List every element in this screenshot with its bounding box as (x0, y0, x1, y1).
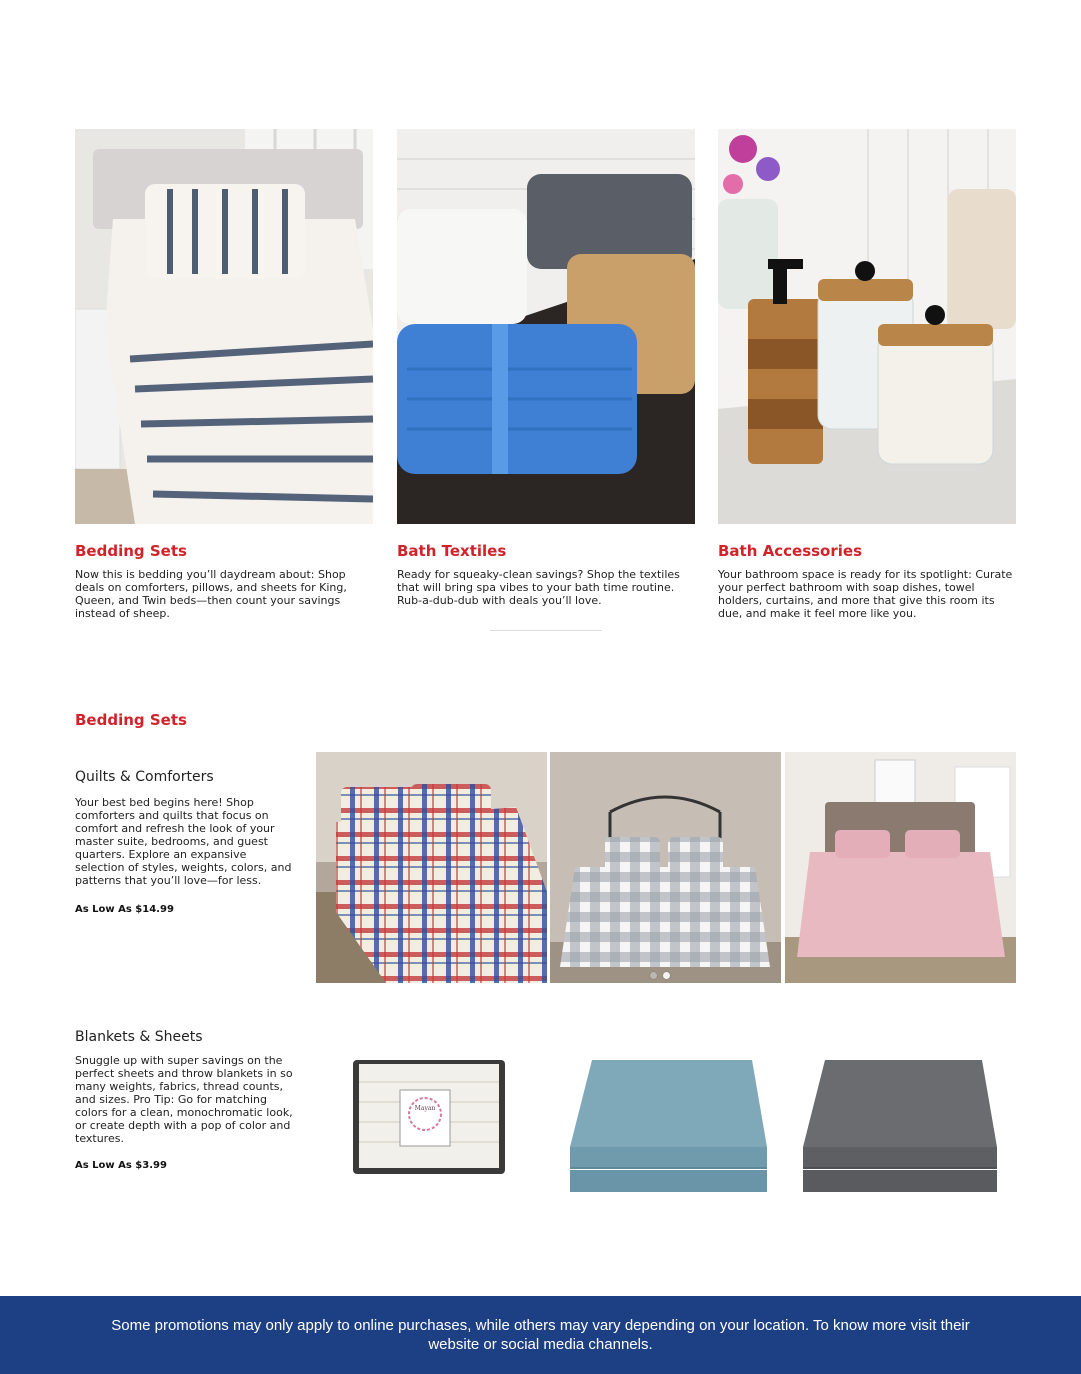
packaged-blanket-illustration (345, 1052, 515, 1182)
subsection-title-blankets-sheets: Blankets & Sheets (75, 1029, 203, 1045)
pink-quilt-illustration (785, 752, 1016, 983)
subsection-title-quilts-comforters: Quilts & Comforters (75, 769, 214, 785)
category-desc-bath-textiles: Ready for squeaky-clean savings? Shop the textiles that will bring spa vibes to your bath time routine. Rub-a-dub-dub with deals you’ll love. (397, 568, 680, 607)
gingham-comforter-illustration (550, 752, 781, 983)
category-title-bath-textiles[interactable]: Bath Textiles (397, 542, 507, 560)
category-title-bath-accessories[interactable]: Bath Accessories (718, 542, 862, 560)
product-image-gingham-comforter[interactable] (550, 752, 781, 983)
plaid-quilt-illustration (316, 752, 547, 983)
category-title-bedding-sets[interactable]: Bedding Sets (75, 542, 187, 560)
subsection-desc-blankets-sheets: Snuggle up with super savings on the perfect sheets and throw blankets in so many weights, fabrics, thread counts, and sizes. Pro Tip: Go for matching colors for a clean, monochromatic look, or create depth with a pop of color and textures. (75, 1054, 293, 1145)
product-image-blue-sheet[interactable] (562, 1052, 772, 1194)
carousel-dot-2[interactable] (663, 972, 670, 979)
folded-blue-sheet-illustration (562, 1052, 772, 1194)
product-image-packaged-blanket[interactable] (345, 1052, 515, 1182)
price-quilts-comforters: As Low As $14.99 (75, 904, 174, 915)
carousel-dots (650, 972, 682, 982)
bath-textiles-image[interactable] (397, 129, 695, 524)
section-divider (490, 630, 602, 631)
category-desc-bath-accessories: Your bathroom space is ready for its spotlight: Curate your perfect bathroom with soap dishes, towel holders, curtains, and more that give this room its due, and make it feel more like you. (718, 568, 1013, 620)
striped-bed-illustration (75, 129, 373, 524)
category-desc-bedding-sets: Now this is bedding you’ll daydream about: Shop deals on comforters, pillows, and sheets for King, Queen, and Twin beds—then count your savings instead of sheep. (75, 568, 347, 620)
carousel-dot-1[interactable] (650, 972, 657, 979)
product-image-gray-sheet[interactable] (797, 1052, 1002, 1194)
towel-stacks-illustration (397, 129, 695, 524)
bedding-sets-image[interactable] (75, 129, 373, 524)
section-title-bedding-sets: Bedding Sets (75, 711, 187, 729)
bath-jars-illustration (718, 129, 1016, 524)
subsection-desc-quilts-comforters: Your best bed begins here! Shop comforters and quilts that focus on comfort and refresh the look of your master suite, bedrooms, and guest quarters. Explore an expansive selection of styles, weights, colors, and patterns that you’ll love—for less. (75, 796, 292, 887)
footer-banner (0, 1296, 1081, 1374)
product-image-plaid-quilt[interactable] (316, 752, 547, 983)
folded-gray-sheet-illustration (797, 1052, 1002, 1194)
price-blankets-sheets: As Low As $3.99 (75, 1160, 167, 1171)
bath-accessories-image[interactable] (718, 129, 1016, 524)
footer-disclaimer-text: Some promotions may only apply to online purchases, while others may vary depending on your location. To know more visit their website or social media channels. (111, 1317, 970, 1353)
product-image-pink-quilt[interactable] (785, 752, 1016, 983)
packaging-brand-label: Mayan (414, 1105, 436, 1112)
